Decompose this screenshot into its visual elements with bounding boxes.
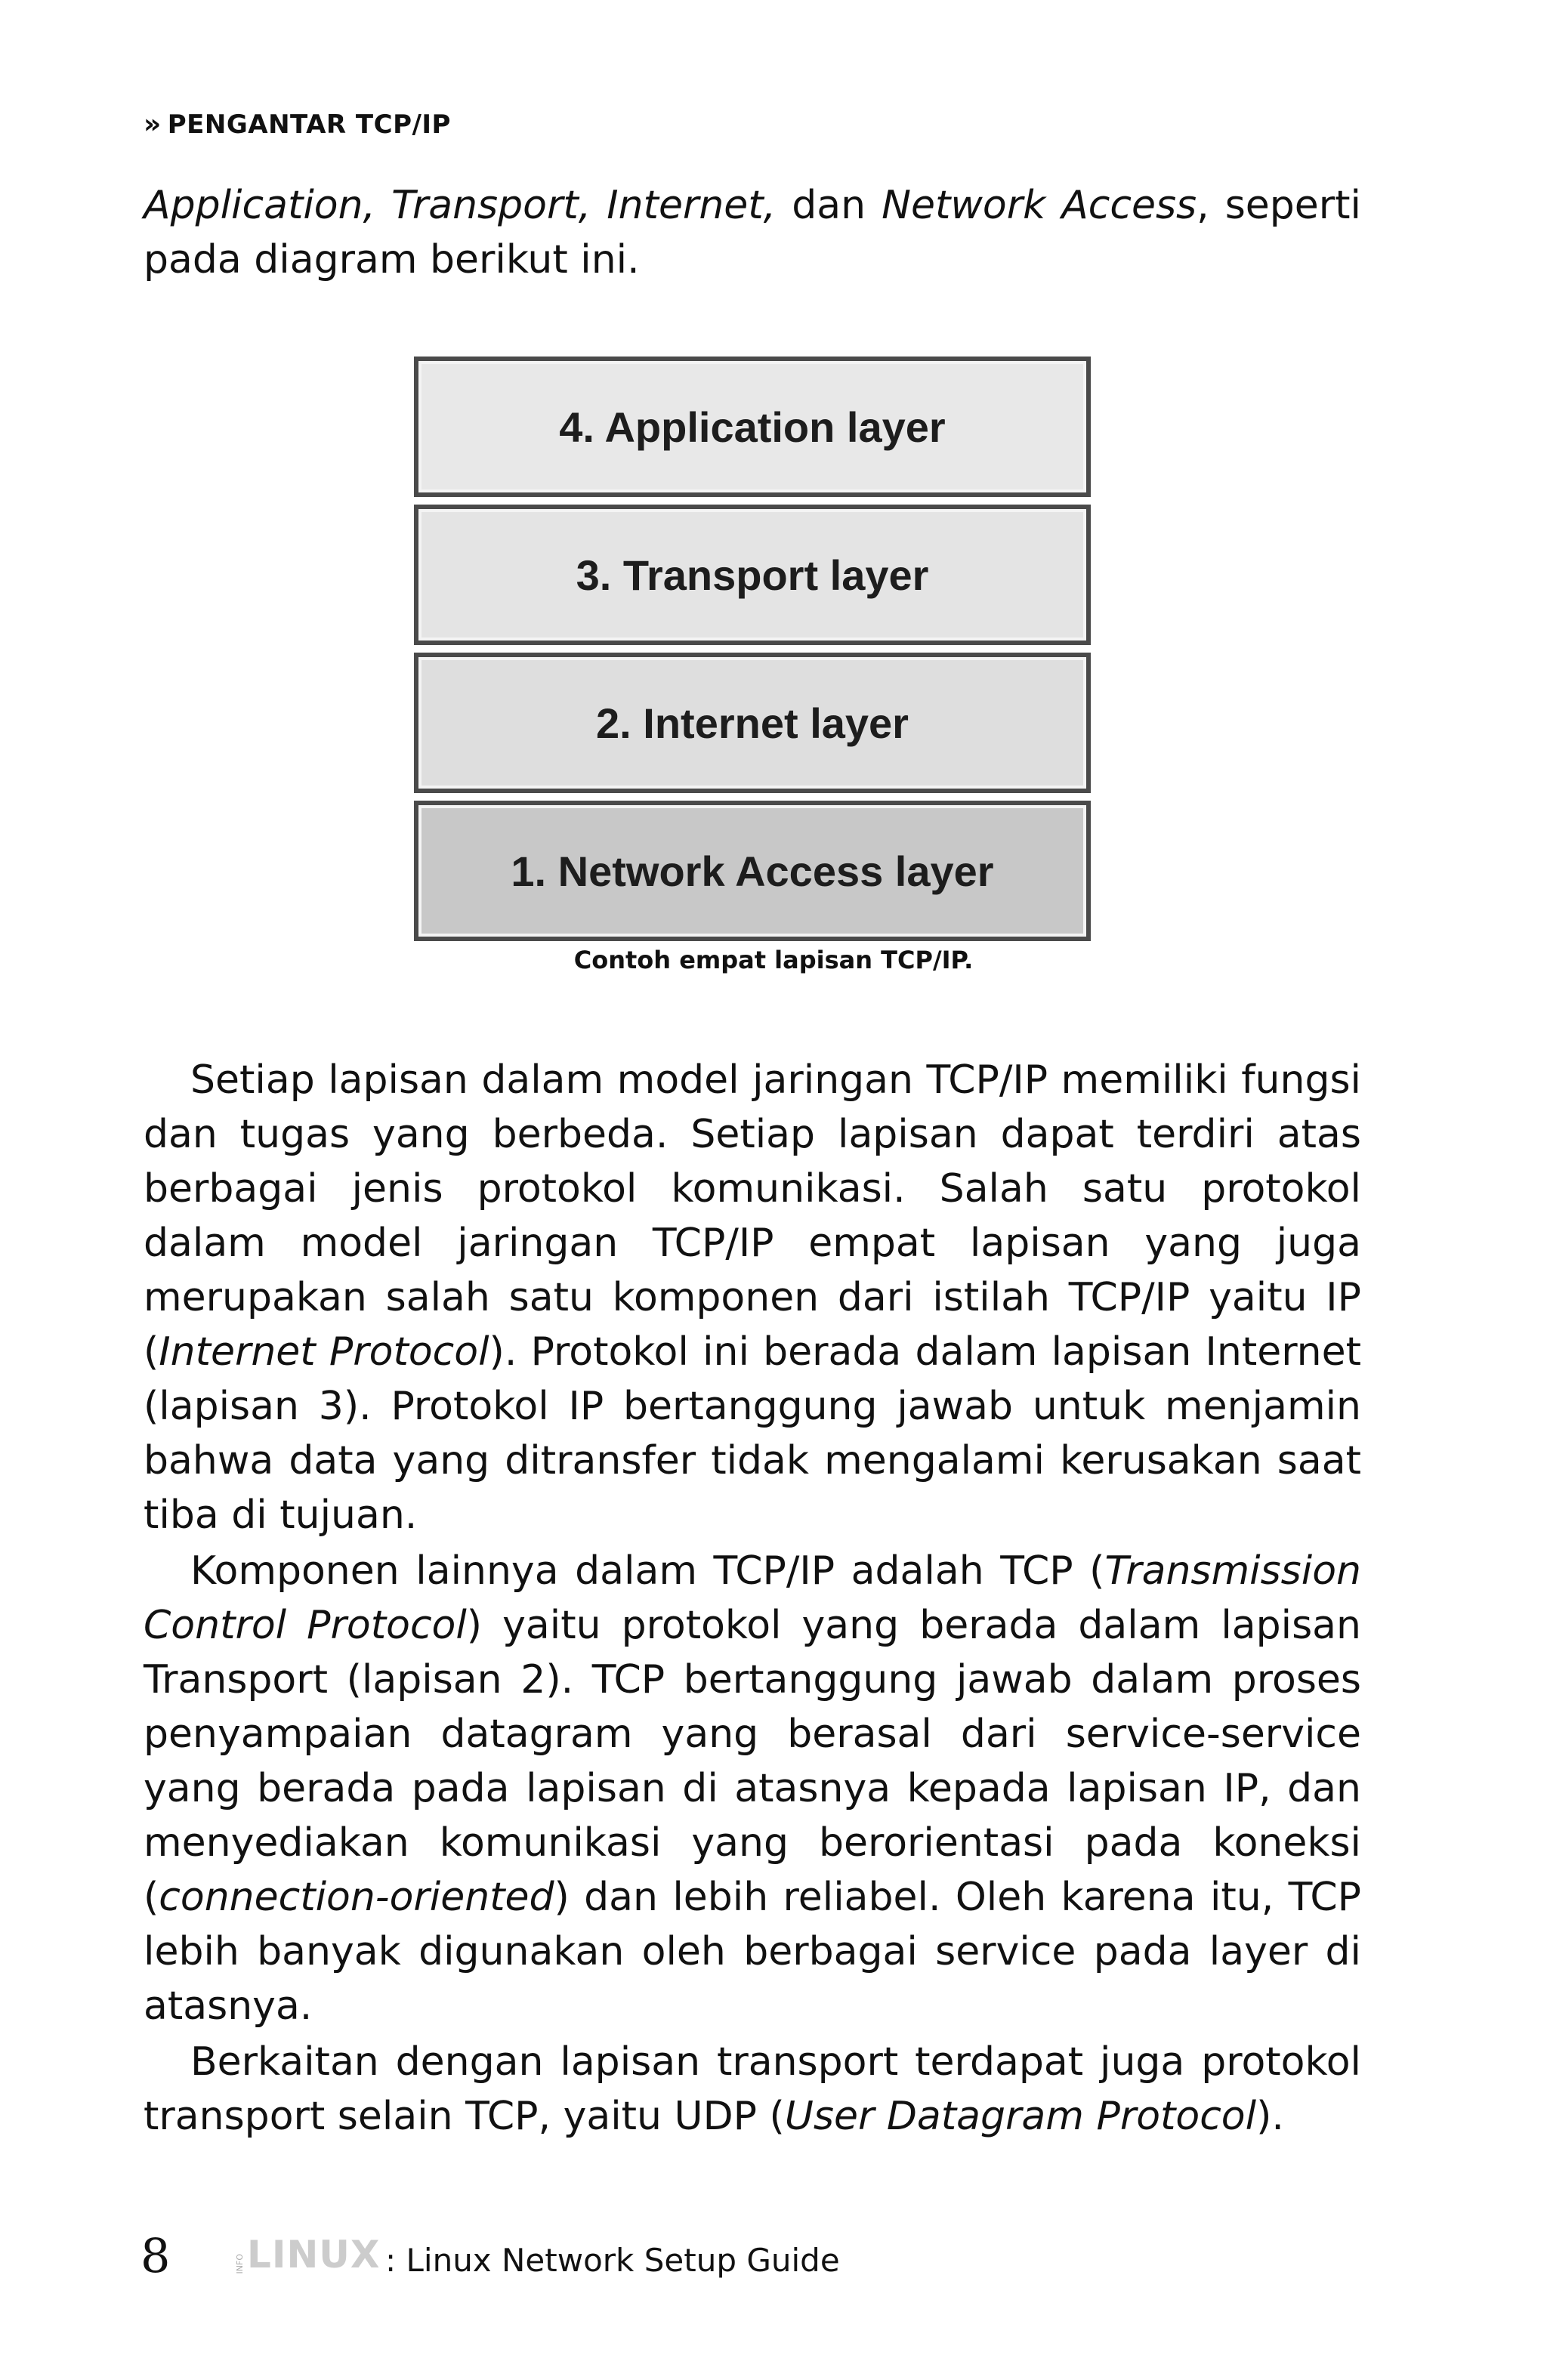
p1-text-a: Setiap lapisan dalam model jaringan TCP/IP memiliki fungsi dan tugas yang berbeda. Setiap lapisan dapat terdiri atas berbagai jenis protokol komunikasi. Salah satu protokol dalam model jaringan TCP/IP empat lapisan yang juga merupakan salah satu komponen dari istilah TCP/IP yaitu IP (: [144, 1057, 1361, 1375]
running-header: [144, 109, 451, 140]
intro-italic-network-access: Network Access: [882, 183, 1197, 228]
intro-italic-layers: Application, Transport, Internet,: [144, 183, 777, 228]
infolinux-logo: [235, 2233, 381, 2277]
p2-text-a: Komponen lainnya dalam TCP/IP adalah TCP (: [190, 1548, 1105, 1594]
p1-text-c: ). Protokol ini berada dalam lapisan Internet (lapisan 3). Protokol IP bertanggung jawab untuk menjamin bahwa data yang ditransfer tidak mengalami kerusakan saat tiba di tujuan.: [144, 1329, 1361, 1538]
p3-text-a: Berkaitan dengan lapisan transport terdapat juga protokol transport selain TCP, yaitu UDP (: [144, 2039, 1361, 2139]
double-chevron-icon: »: [144, 109, 162, 140]
p2-text-e: ) dan lebih reliabel. Oleh karena itu, TCP lebih banyak digunakan oleh berbagai service pada layer di atasnya.: [144, 1875, 1361, 2029]
paragraph-3: [144, 2035, 1361, 2144]
layer-network-access: 1. Network Access layer: [414, 801, 1091, 941]
layer-transport: 3. Transport layer: [414, 505, 1091, 645]
layer-application: 4. Application layer: [414, 357, 1091, 497]
footer-book-title: : Linux Network Setup Guide: [385, 2242, 840, 2279]
header-title: PENGANTAR TCP/IP: [167, 110, 451, 140]
paragraph-2: [144, 1544, 1361, 2033]
intro-paragraph: [144, 178, 1361, 287]
logo-info-text: INFO: [235, 2253, 245, 2274]
p3-italic-udp: User Datagram Protocol: [784, 2094, 1257, 2139]
tcpip-layer-diagram: [414, 357, 1091, 949]
intro-text-end: , seperti pada diagram berikut ini.: [144, 183, 1362, 282]
layer-internet: 2. Internet layer: [414, 653, 1091, 793]
diagram-caption: Contoh empat lapisan TCP/IP.: [573, 946, 974, 974]
p2-italic-tcp: Transmission Control Protocol: [144, 1548, 1361, 1648]
p2-text-c: ) yaitu protokol yang berada dalam lapisan Transport (lapisan 2). TCP bertanggung jawab dalam proses penyampaian datagram yang berasal dari service-service yang berada pada lapisan di atasnya kepada lapisan IP, dan menyediakan komunikasi yang berorientasi pada koneksi (: [144, 1603, 1361, 1920]
p2-italic-connection-oriented: connection-oriented: [159, 1875, 554, 1920]
page-number: 8: [140, 2228, 171, 2283]
p1-italic-internet-protocol: Internet Protocol: [159, 1329, 489, 1375]
paragraph-1: [144, 1053, 1361, 1542]
logo-linux-text: LINUX: [247, 2233, 381, 2277]
intro-text-dan: dan: [776, 183, 882, 228]
p3-text-c: ).: [1256, 2094, 1284, 2139]
